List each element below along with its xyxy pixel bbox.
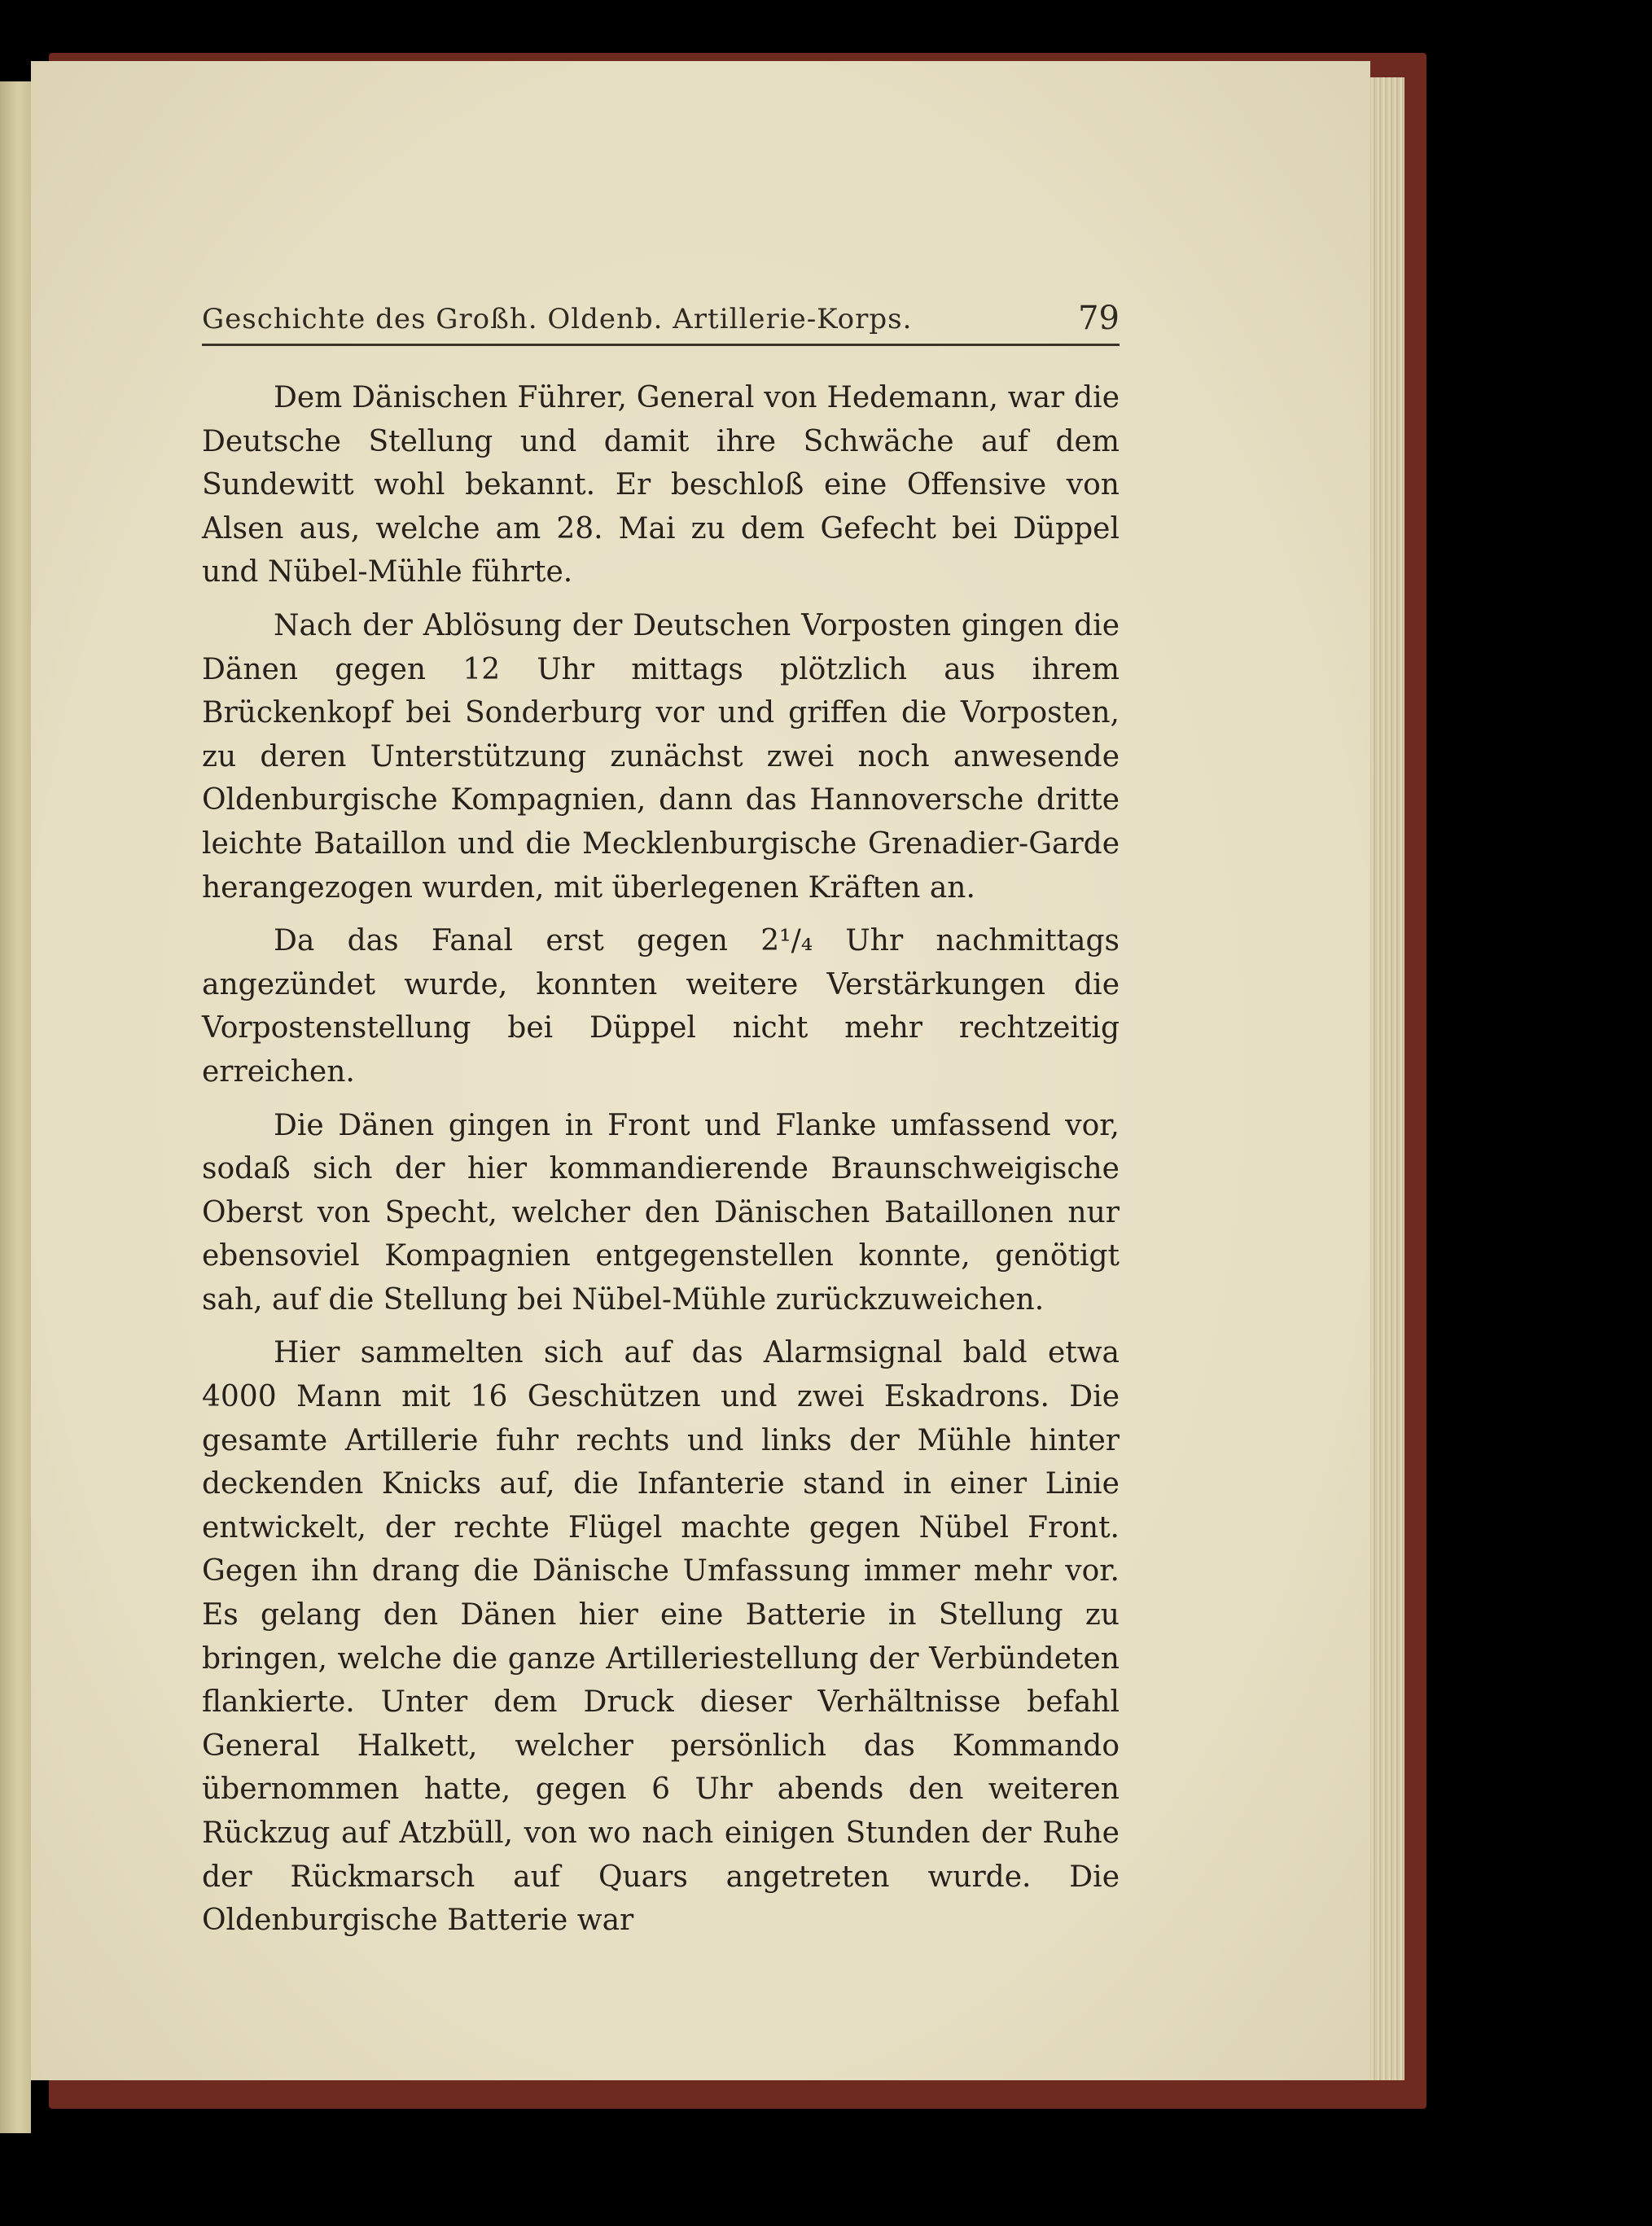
paragraph: Nach der Ablösung der Deutschen Vorposten gingen die Dänen gegen 12 Uhr mittags plötzlich aus ihrem Brückenkopf bei Sonderburg vor und griffen die Vorposten, zu deren Unterstützung zunächst zwei noch anwesende Oldenburgische Kompagnien, dann das Hannoversche dritte leichte Bataillon und die Mecklenburgische Grenadier-Garde herangezogen wurden, mit überlegenen Kräften an. — [202, 608, 1120, 905]
paragraph: Da das Fanal erst gegen 2¹/₄ Uhr nachmittags angezündet wurde, konnten weitere Verstärkungen die Vorpostenstellung bei Düppel nicht mehr rechtzeitig erreichen. — [202, 924, 1120, 1089]
paragraph: Die Dänen gingen in Front und Flanke umfassend vor, sodaß sich der hier kommandierende Braunschweigische Oberst von Specht, welcher den Dänischen Bataillonen nur ebensoviel Kompagnien entgegenstellen konnte, genötigt sah, auf die Stellung bei Nübel-Mühle zurückzuweichen. — [202, 1108, 1120, 1317]
paragraph: Hier sammelten sich auf das Alarmsignal bald etwa 4000 Mann mit 16 Geschützen und zwei Eskadrons. Die gesamte Artillerie fuhr rechts und links der Mühle hinter deckenden Knicks auf, die Infanterie stand in einer Linie entwickelt, der rechte Flügel machte gegen Nübel Front. Gegen ihn drang die Dänische Umfassung immer mehr vor. Es gelang den Dänen hier eine Batterie in Stellung zu bringen, welche die ganze Artilleriestellung der Verbündeten flankierte. Unter dem Druck dieser Verhältnisse befahl General Halkett, welcher persönlich das Kommando übernommen hatte, gegen 6 Uhr abends den weiteren Rückzug auf Atzbüll, von wo nach einigen Stunden der Ruhe der Rückmarsch auf Quars angetreten wurde. Die Oldenburgische Batterie war — [202, 1336, 1120, 1938]
body-text — [202, 376, 1120, 1952]
running-title: Geschichte des Großh. Oldenb. Artillerie-Korps. — [202, 303, 913, 335]
running-head — [202, 300, 1120, 346]
page-number: 79 — [1078, 300, 1120, 337]
paragraph: Dem Dänischen Führer, General von Hedemann, war die Deutsche Stellung und damit ihre Schwäche auf dem Sundewitt wohl bekannt. Er beschloß eine Offensive von Alsen aus, welche am 28. Mai zu dem Gefecht bei Düppel und Nübel-Mühle führte. — [202, 381, 1120, 589]
previous-page-edge — [0, 81, 31, 2133]
